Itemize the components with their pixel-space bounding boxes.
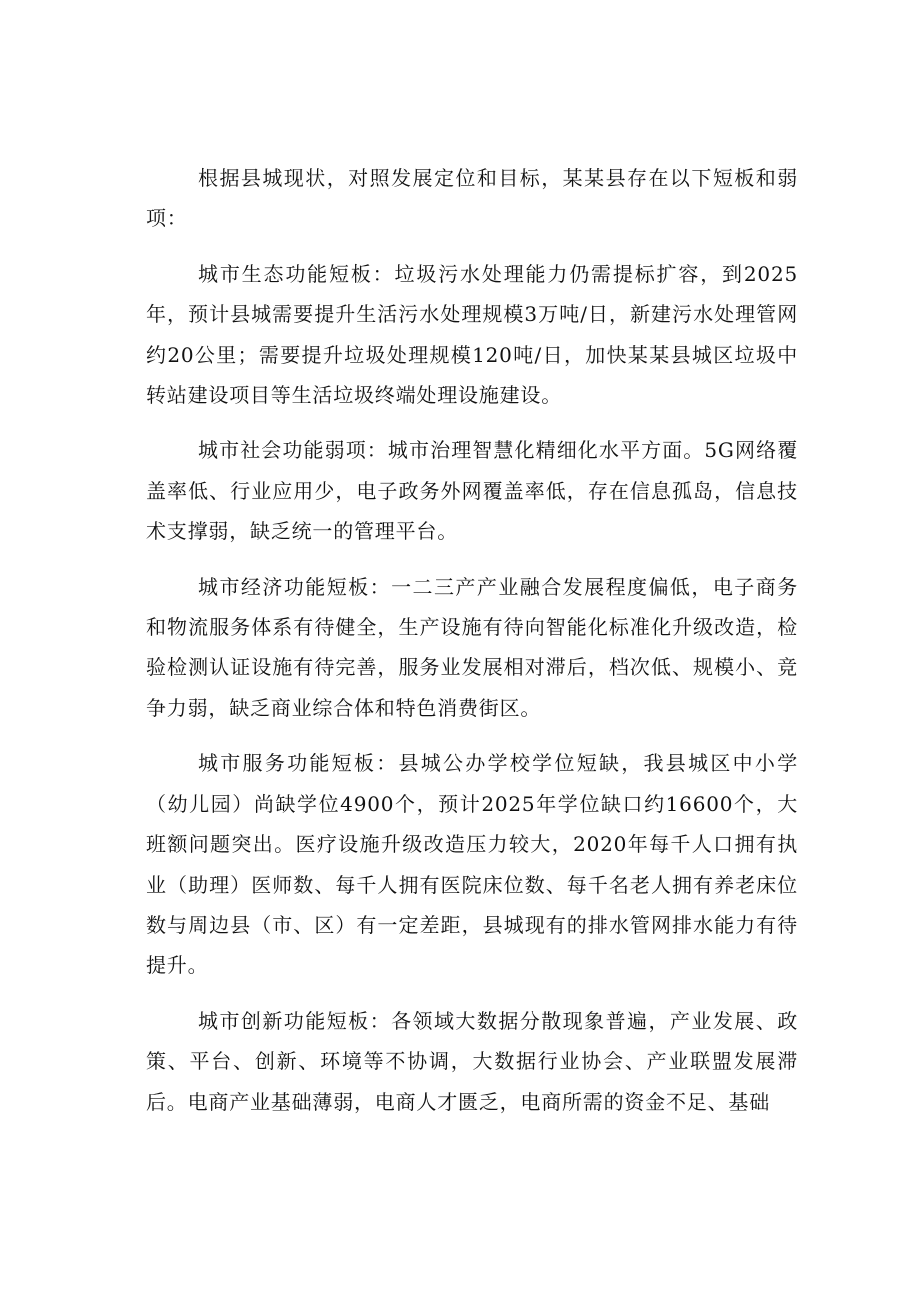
- paragraph-economy: 城市经济功能短板：一二三产产业融合发展程度偏低，电子商务和物流服务体系有待健全，生产设施有待向智能化标准化升级改造，检验检测认证设施有待完善，服务业发展相对滞后，档次低、规模小、竞争力弱，缺乏商业综合体和特色消费街区。: [146, 574, 798, 720]
- paragraph-intro: 根据县城现状，对照发展定位和目标，某某县存在以下短板和弱项：: [146, 166, 798, 231]
- paragraph-ecology: 城市生态功能短板：垃圾污水处理能力仍需提标扩容，到2025年，预计县城需要提升生活污水处理规模3万吨/日，新建污水处理管网约20公里；需要提升垃圾处理规模120吨/日，加快某某县城区垃圾中转站建设项目等生活垃圾终端处理设施建设。: [146, 261, 798, 408]
- paragraph-service: 城市服务功能短板：县城公办学校学位短缺，我县城区中小学（幼儿园）尚缺学位4900个，预计2025年学位缺口约16600个，大班额问题突出。医疗设施升级改造压力较大，2020年每千人口拥有执业（助理）医师数、每千人拥有医院床位数、每千名老人拥有养老床位数与周边县（市、区）有一定差距，县城现有的排水管网排水能力有待提升。: [146, 751, 798, 978]
- document-body: [146, 158, 798, 1137]
- paragraph-social: 城市社会功能弱项：城市治理智慧化精细化水平方面。5G网络覆盖率低、行业应用少，电子政务外网覆盖率低，存在信息孤岛，信息技术支撑弱，缺乏统一的管理平台。: [146, 438, 798, 544]
- paragraph-innovation: 城市创新功能短板：各领域大数据分散现象普遍，产业发展、政策、平台、创新、环境等不协调，大数据行业协会、产业联盟发展滞后。电商产业基础薄弱，电商人才匮乏，电商所需的资金不足、基础: [146, 1008, 798, 1114]
